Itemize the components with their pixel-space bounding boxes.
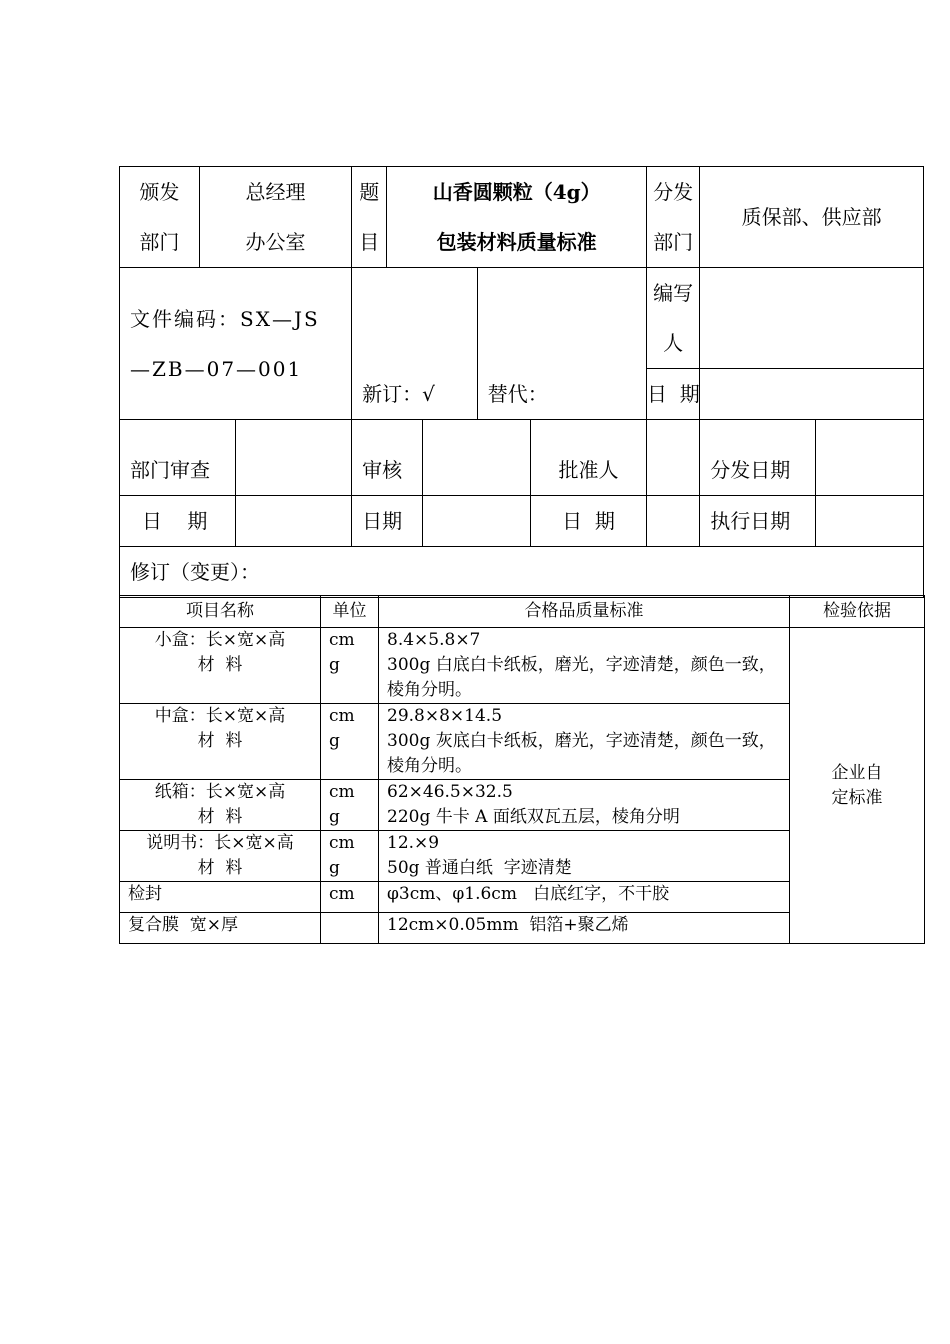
document-title: 山香圆颗粒（4g） 包装材料质量标准 [387,167,647,268]
exec-date-value [816,496,924,547]
dept-review-label: 部门审查 [120,420,236,496]
table-row [120,628,925,704]
col-header-unit: 单位 [321,596,379,628]
review-value [423,420,531,496]
dist-date-value [816,420,924,496]
review-label: 审核 [352,420,423,496]
dist-dept-value: 质保部、供应部 [700,167,924,268]
date-label-b: 日期 [352,496,423,547]
item-standard: 8.4×5.8×7 300g 白底白卡纸板，磨光，字迹清楚，颜色一致，棱角分明。 [379,628,790,704]
item-standard: 62×46.5×32.5 220g 牛卡 A 面纸双瓦五层，棱角分明 [379,780,790,831]
issue-dept-value: 总经理 办公室 [199,167,351,268]
writer-value [700,268,924,369]
subject-label: 题 目 [352,167,387,268]
approver-label: 批准人 [531,420,647,496]
date-label: 日 期 [647,369,700,420]
file-code: 文件编码：SX—JS —ZB—07—001 [120,268,352,420]
table-header-row [120,596,925,628]
date-value-c [647,496,700,547]
item-unit: cm g [321,780,379,831]
date-value-b [423,496,531,547]
item-name: 检封 [120,882,321,913]
item-unit: cm g [321,628,379,704]
quality-standard-table [119,595,925,944]
date-value [700,369,924,420]
document-header-table [119,166,924,598]
writer-label: 编写人 [647,268,700,369]
item-name: 小盒：长×宽×高 材 料 [120,628,321,704]
item-name: 复合膜 宽×厚 [120,913,321,944]
dist-date-label: 分发日期 [700,420,816,496]
date-label-c: 日 期 [531,496,647,547]
inspection-basis: 企业自 定标准 [790,628,925,944]
col-header-item: 项目名称 [120,596,321,628]
item-name: 说明书：长×宽×高 材 料 [120,831,321,882]
approver-value [647,420,700,496]
col-header-standard: 合格品质量标准 [379,596,790,628]
dist-dept-label: 分发 部门 [647,167,700,268]
revision-label: 修订（变更）： [120,547,924,598]
dept-review-value [236,420,352,496]
issue-dept-label: 颁发 部门 [120,167,200,268]
new-revision: 新订：√ [352,268,478,420]
item-name: 纸箱：长×宽×高 材 料 [120,780,321,831]
item-standard: φ3cm、φ1.6cm 白底红字，不干胶 [379,882,790,913]
item-name: 中盒：长×宽×高 材 料 [120,704,321,780]
item-unit: cm g [321,831,379,882]
replace-field: 替代： [477,268,646,420]
exec-date-label: 执行日期 [700,496,816,547]
item-standard: 12.×9 50g 普通白纸 字迹清楚 [379,831,790,882]
date-label-a: 日 期 [120,496,236,547]
item-unit: cm [321,882,379,913]
item-unit: cm g [321,704,379,780]
item-standard: 12cm×0.05mm 铝箔+聚乙烯 [379,913,790,944]
item-unit [321,913,379,944]
date-value-a [236,496,352,547]
col-header-basis: 检验依据 [790,596,925,628]
item-standard: 29.8×8×14.5 300g 灰底白卡纸板，磨光，字迹清楚，颜色一致，棱角分明。 [379,704,790,780]
